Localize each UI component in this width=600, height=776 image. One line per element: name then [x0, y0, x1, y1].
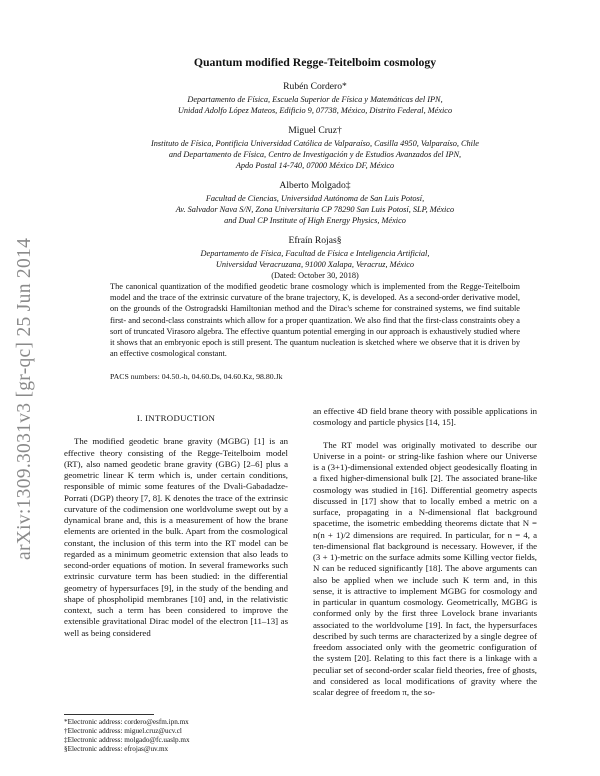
footnote: *Electronic address: cordero@esfm.ipn.mx: [64, 718, 189, 726]
paragraph: The RT model was originally motivated to describe our Universe in a point- or string-like fashion where our Universe is a (3+1)-dimensional extended object geodesically floating in a fixed higher-dimensional bulk [2]. The associated brane-like cosmology was studied in [16]. Differential geometry aspects discussed in [17] show that to locally embed a metric on a surface, propagating in a N-dimensional flat background spacetime, the isometric embedding theorems dictate that N = n(n + 1)/2 dimensions are required. In particular, for n = 4, a ten-dimensional flat background is necessary. However, if the (3 + 1)-metric on the surface admits some Killing vector fields, N can be reduced significantly [18]. The above arguments can also be applied when we include such K term and, in this sense, it is attractive to implement MGBG for cosmology and in particular in quantum cosmology. Geometrically, MGBG is conformed only by the first three Lovelock brane invariants associated to the worldvolume [19]. In fact, the hypersurfaces described by such terms are characterized by a single degree of freedom associated only with the geometric configuration of the system [20]. Relating to this fact there is a linkage with a peculiar set of second-order scalar field theories, free of ghosts, and considered as local modifications of gravity where the scalar degree of freedom π, the so-: [313, 439, 537, 697]
dated-line: (Dated: October 30, 2018): [271, 271, 359, 280]
affiliation-line: Av. Salvador Nava S/N, Zona Universitaria CP 78290 San Luis Potosí, SLP, México: [175, 205, 455, 214]
affiliation-line: Departamento de Física, Facultad de Física e Inteligencia Artificial,: [200, 249, 430, 258]
author-name: Alberto Molgado‡: [279, 180, 351, 191]
affiliation-line: and Dual CP Institute of High Energy Physics, México: [224, 216, 406, 225]
footnote: §Electronic address: efrojas@uv.mx: [64, 745, 169, 753]
affiliation-line: Apdo Postal 14-740, 07000 México DF, México: [235, 161, 395, 170]
affiliation-line: Instituto de Física, Pontificia Universidad Católica de Valparaíso, Casilla 4950, Valparaíso, Chile: [151, 139, 479, 148]
left-column: [64, 406, 288, 639]
pacs-numbers: PACS numbers: 04.50.-h, 04.60.Ds, 04.60.Kz, 98.80.Jk: [110, 372, 283, 381]
author-block: [100, 180, 530, 226]
footnote-rule: [64, 714, 154, 715]
paper-header: [100, 55, 530, 281]
footnote: ‡Electronic address: molgado@fc.uaslp.mx: [64, 736, 190, 744]
paragraph: an effective 4D field brane theory with possible applications in cosmology and particle physics [14, 15].: [313, 406, 537, 428]
author-block: [100, 125, 530, 171]
right-column: [313, 406, 537, 698]
affiliation-line: and Departamento de Física, Centro de Investigación y de Estudios Avanzados del IPN,: [168, 150, 462, 159]
author-name: Rubén Cordero*: [283, 81, 347, 92]
affiliation-line: Universidad Veracruzana, 91000 Xalapa, Veracruz, México: [215, 260, 415, 269]
section-heading: I. INTRODUCTION: [136, 413, 216, 423]
author-name: Miguel Cruz†: [288, 125, 342, 136]
affiliation-line: Unidad Adolfo López Mateos, Edificio 9, 07738, México, Distrito Federal, México: [177, 106, 453, 115]
affiliation-line: Departamento de Física, Escuela Superior de Física y Matemáticas del IPN,: [187, 95, 443, 104]
arxiv-identifier: arXiv:1309.3031v3 [gr-qc] 25 Jun 2014: [14, 237, 35, 560]
author-block: [100, 81, 530, 116]
footnote: †Electronic address: miguel.cruz@ucv.cl: [64, 727, 182, 735]
paper-title: Quantum modified Regge-Teitelboim cosmology: [193, 55, 437, 69]
author-block: [100, 235, 530, 281]
footnotes: [64, 714, 288, 754]
affiliation-line: Facultad de Ciencias, Universidad Autónoma de San Luis Potosí,: [205, 194, 425, 203]
abstract: The canonical quantization of the modified geodetic brane cosmology which is implemented from the Regge-Teitelboim model and the trace of the extrinsic curvature of the brane trajectory, K, is developed. As a second-order derivative model, on the grounds of the Ostrogradski Hamiltonian method and the Dirac's scheme for constrained systems, we find suitable first- and second-class constraints which allow for a proper quantization. We also find that the first-class constraints obey a sort of truncated Virasoro algebra. The effective quantum potential emerging in our approach is exhaustively studied where it shows that an embryonic epoch is still present. The quantum nucleation is sketched where we observe that it is driven by an effective cosmological constant.: [110, 282, 520, 359]
paragraph: The modified geodetic brane gravity (MGBG) [1] is an effective theory consisting of the Regge-Teitelboim model (RT), also named geodetic brane gravity (GBG) [2–6] plus a geometric linear K term which is, under certain conditions, responsible of mimic some features of the Dvali-Gabadadze-Porrati (DGP) theory [7, 8]. K denotes the trace of the extrinsic curvature of the codimension one worldvolume swept out by a dynamical brane and, this is a measurement of how the brane elements are oriented in the bulk. Apart from the cosmological constant, the inclusion of this term into the RT model can be regarded as a minimum geometric extension that also leads to second-order equations of motion. In several frameworks such extrinsic curvature term has been studied: in the differential geometry of hypersurfaces [9], in the study of the bending and shape of phospholipid membranes [10] and, in the relativistic context, such a term has been considered to improve the extensible gravitational Dirac model of the electron [11–13] as well as being considered: [64, 436, 288, 638]
author-name: Efraín Rojas§: [288, 235, 342, 246]
